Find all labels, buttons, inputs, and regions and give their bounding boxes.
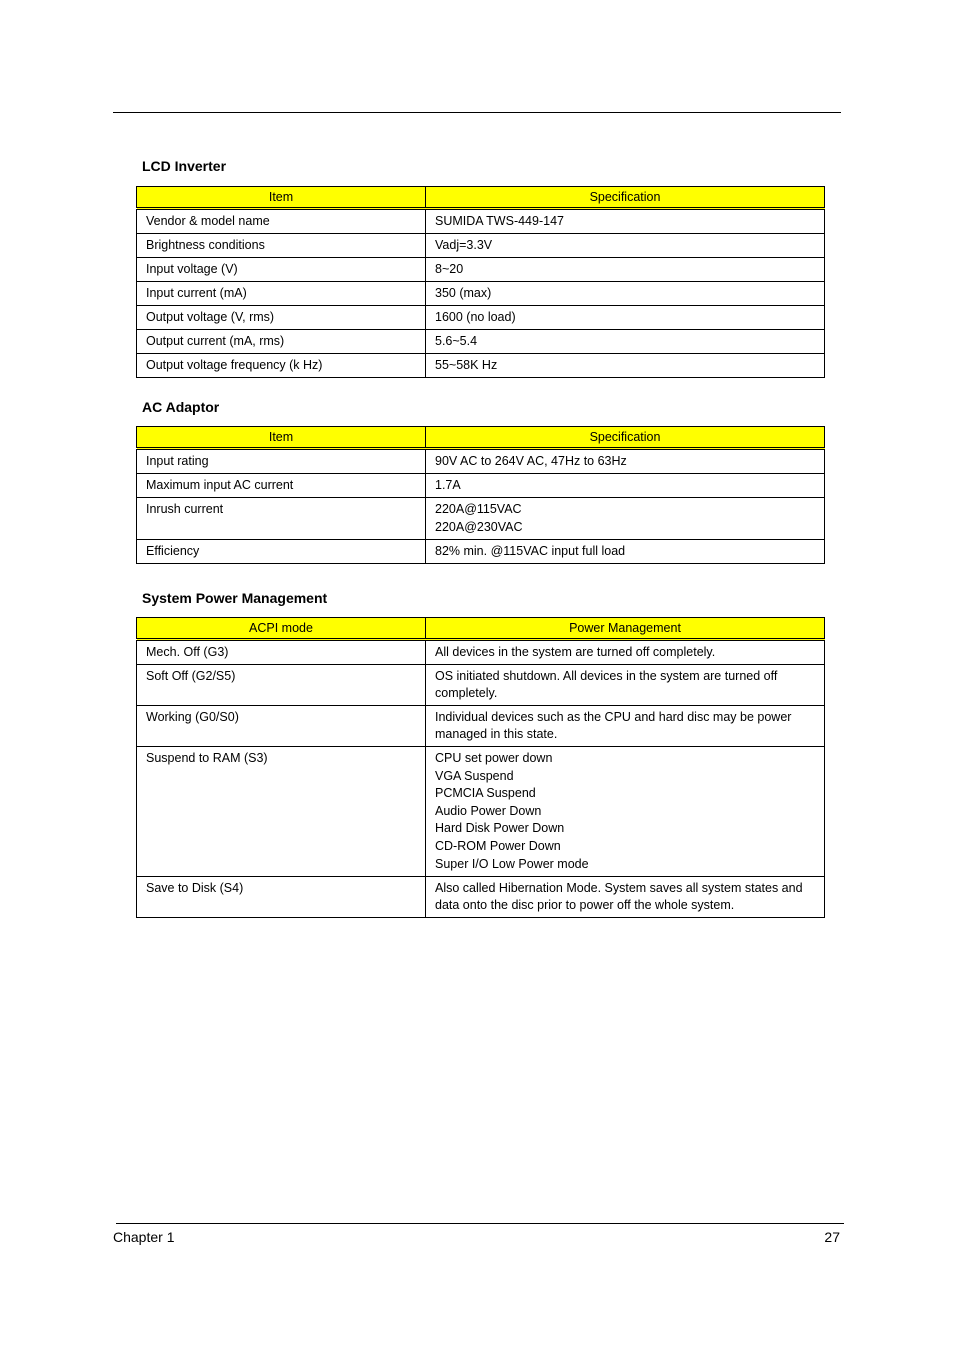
cell-specification: [426, 449, 825, 474]
cell-text-line: Vadj=3.3V: [435, 238, 493, 252]
cell-text-line: Also called Hibernation Mode. System saves all system states and data onto the disc prior to power off the whole system.: [435, 881, 803, 913]
column-header-item: Item: [137, 187, 426, 209]
cell-item: Vendor & model name: [137, 209, 426, 234]
table-row: [137, 258, 825, 282]
cell-item: Output voltage frequency (k Hz): [137, 354, 426, 378]
section-title-lcd-inverter: LCD Inverter: [142, 158, 227, 174]
cell-item: Input voltage (V): [137, 258, 426, 282]
cell-specification: [426, 747, 825, 877]
table-row: [137, 282, 825, 306]
cell-item: Soft Off (G2/S5): [137, 665, 426, 706]
table-row: [137, 209, 825, 234]
lcd-inverter-table: [136, 186, 825, 378]
cell-text-line: 350 (max): [435, 286, 492, 300]
table-row: [137, 234, 825, 258]
cell-text-line: VGA Suspend: [435, 768, 514, 783]
cell-specification: [426, 209, 825, 234]
cell-specification: [426, 665, 825, 706]
cell-text-line: CPU set power down: [435, 751, 553, 765]
cell-item: Suspend to RAM (S3): [137, 747, 426, 877]
cell-item: Inrush current: [137, 498, 426, 540]
cell-item: Output current (mA, rms): [137, 330, 426, 354]
cell-specification: [426, 258, 825, 282]
table-row: [137, 449, 825, 474]
section-title-system-power-management: System Power Management: [142, 590, 328, 606]
cell-specification: [426, 474, 825, 498]
cell-text-line: 1600 (no load): [435, 310, 516, 324]
cell-text-line: 82% min. @115VAC input full load: [435, 544, 626, 559]
cell-item: Input rating: [137, 449, 426, 474]
cell-text-line: Super I/O Low Power mode: [435, 856, 589, 871]
cell-specification: [426, 498, 825, 540]
table-row: [137, 665, 825, 706]
footer-page-number: 27: [824, 1229, 840, 1245]
cell-text-line: 220A@115VAC: [435, 502, 522, 516]
column-header-specification: Specification: [426, 187, 825, 209]
cell-specification: [426, 640, 825, 665]
cell-text-line: 5.6~5.4: [435, 334, 478, 348]
cell-text-line: Audio Power Down: [435, 803, 542, 818]
system-power-management-table: [136, 617, 825, 918]
cell-specification: [426, 706, 825, 747]
cell-specification: [426, 306, 825, 330]
section-title-ac-adaptor: AC Adaptor: [142, 399, 220, 415]
table-row: [137, 747, 825, 877]
cell-specification: [426, 234, 825, 258]
table-row: [137, 354, 825, 378]
table-row: [137, 540, 825, 564]
column-header-power-management: Power Management: [426, 618, 825, 640]
cell-specification: [426, 877, 825, 918]
cell-text-line: All devices in the system are turned off completely.: [435, 645, 716, 659]
cell-specification: [426, 282, 825, 306]
cell-text-line: SUMIDA TWS-449-147: [435, 214, 564, 228]
cell-text-line: PCMCIA Suspend: [435, 786, 536, 801]
table-row: [137, 330, 825, 354]
table-row: [137, 877, 825, 918]
cell-text-line: 1.7A: [435, 478, 461, 492]
cell-text-line: Hard Disk Power Down: [435, 821, 565, 836]
table-row: [137, 498, 825, 540]
cell-text-line: CD-ROM Power Down: [435, 838, 561, 853]
cell-item: Working (G0/S0): [137, 706, 426, 747]
cell-text-line: Individual devices such as the CPU and hard disc may be power managed in this state.: [435, 710, 792, 741]
cell-specification: [426, 540, 825, 564]
cell-text-line: 220A@230VAC: [435, 519, 523, 534]
cell-specification: [426, 330, 825, 354]
cell-text-line: 55~58K Hz: [435, 358, 498, 372]
cell-item: Maximum input AC current: [137, 474, 426, 498]
column-header-item: Item: [137, 427, 426, 449]
cell-item: Input current (mA): [137, 282, 426, 306]
table-row: [137, 306, 825, 330]
table-row: [137, 474, 825, 498]
cell-text-line: OS initiated shutdown. All devices in the system are turned off completely.: [435, 669, 778, 700]
cell-specification: [426, 354, 825, 378]
footer-chapter: Chapter 1: [113, 1229, 175, 1245]
table-row: [137, 640, 825, 665]
column-header-specification: Specification: [426, 427, 825, 449]
column-header-acpi-mode: ACPI mode: [137, 618, 426, 640]
cell-item: Output voltage (V, rms): [137, 306, 426, 330]
cell-text-line: 8~20: [435, 262, 464, 276]
cell-item: Brightness conditions: [137, 234, 426, 258]
footer-rule: [116, 1223, 844, 1224]
cell-item: Save to Disk (S4): [137, 877, 426, 918]
table-row: [137, 706, 825, 747]
cell-item: Mech. Off (G3): [137, 640, 426, 665]
ac-adaptor-table: [136, 426, 825, 564]
cell-item: Efficiency: [137, 540, 426, 564]
cell-text-line: 90V AC to 264V AC, 47Hz to 63Hz: [435, 454, 627, 468]
header-rule: [113, 112, 841, 113]
